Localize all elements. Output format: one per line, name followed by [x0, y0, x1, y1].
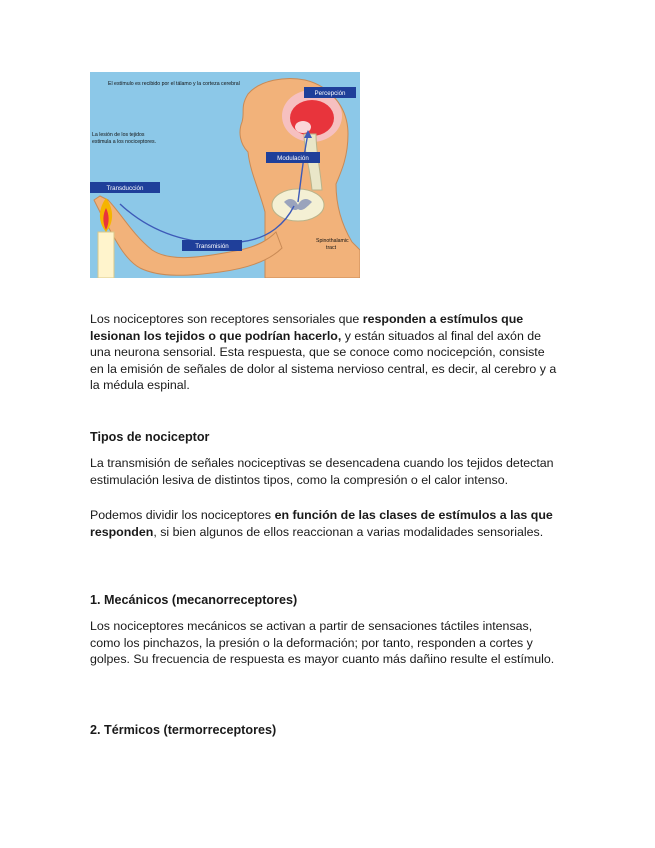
caption-top: El estímulo es recibido por el tálamo y la corteza cerebral — [108, 81, 240, 87]
candle — [98, 232, 114, 278]
intro-paragraph — [90, 311, 560, 394]
heading-tipos: Tipos de nociceptor — [90, 430, 210, 444]
intro-text-2: y están situados al final del axón de una neurona sensorial. Esta respuesta, que se conoce como nocicepción, consiste en la emisión de señales de dolor al sistema nervioso central, es decir, al cerebro y a la médula espinal. — [90, 328, 557, 393]
caption-left-line2: estimula a los nociceptores. — [92, 139, 157, 145]
tipos-bold: en función de las clases de estímulos a las que responden — [90, 508, 553, 539]
mecanicos-paragraph: Los nociceptores mecánicos se activan a partir de sensaciones táctiles intensas, como los pinchazos, la presión o la deformación; por tanto, responden a cortes y golpes. Su frecuencia de respuesta es mayor cuanto más dañino resulte el estímulo. — [90, 619, 555, 667]
caption-left-line1: La lesión de los tejidos — [92, 132, 145, 138]
heading-mecanicos: 1. Mecánicos (mecanorreceptores) — [90, 593, 298, 607]
label-tract-line2: tract — [326, 245, 337, 251]
tipos-paragraph-1: La transmisión de señales nociceptivas se desencadena cuando los tejidos detectan estimulación lesiva de distintos tipos, como la compresión o el calor intenso. — [90, 456, 554, 487]
label-transduccion: Transducción — [106, 185, 144, 192]
intro-bold: responden a estímulos que lesionan los tejidos o que podrían hacerlo, — [90, 312, 524, 343]
tipos-text-2: , si bien algunos de ellos reaccionan a varias modalidades sensoriales. — [153, 524, 544, 539]
nociception-illustration — [90, 72, 360, 278]
thalamus — [295, 121, 311, 133]
label-transmision: Transmisión — [195, 243, 229, 250]
tipos-text-1: Podemos dividir los nociceptores — [90, 508, 275, 522]
label-percepcion: Percepción — [314, 90, 346, 97]
label-modulacion: Modulación — [277, 155, 309, 162]
label-tract-line1: Spinothalamic — [316, 238, 349, 244]
heading-termicos: 2. Térmicos (termorreceptores) — [90, 723, 277, 737]
intro-text-1: Los nociceptores son receptores sensoriales que — [90, 312, 363, 326]
tipos-paragraph-2 — [90, 507, 560, 540]
